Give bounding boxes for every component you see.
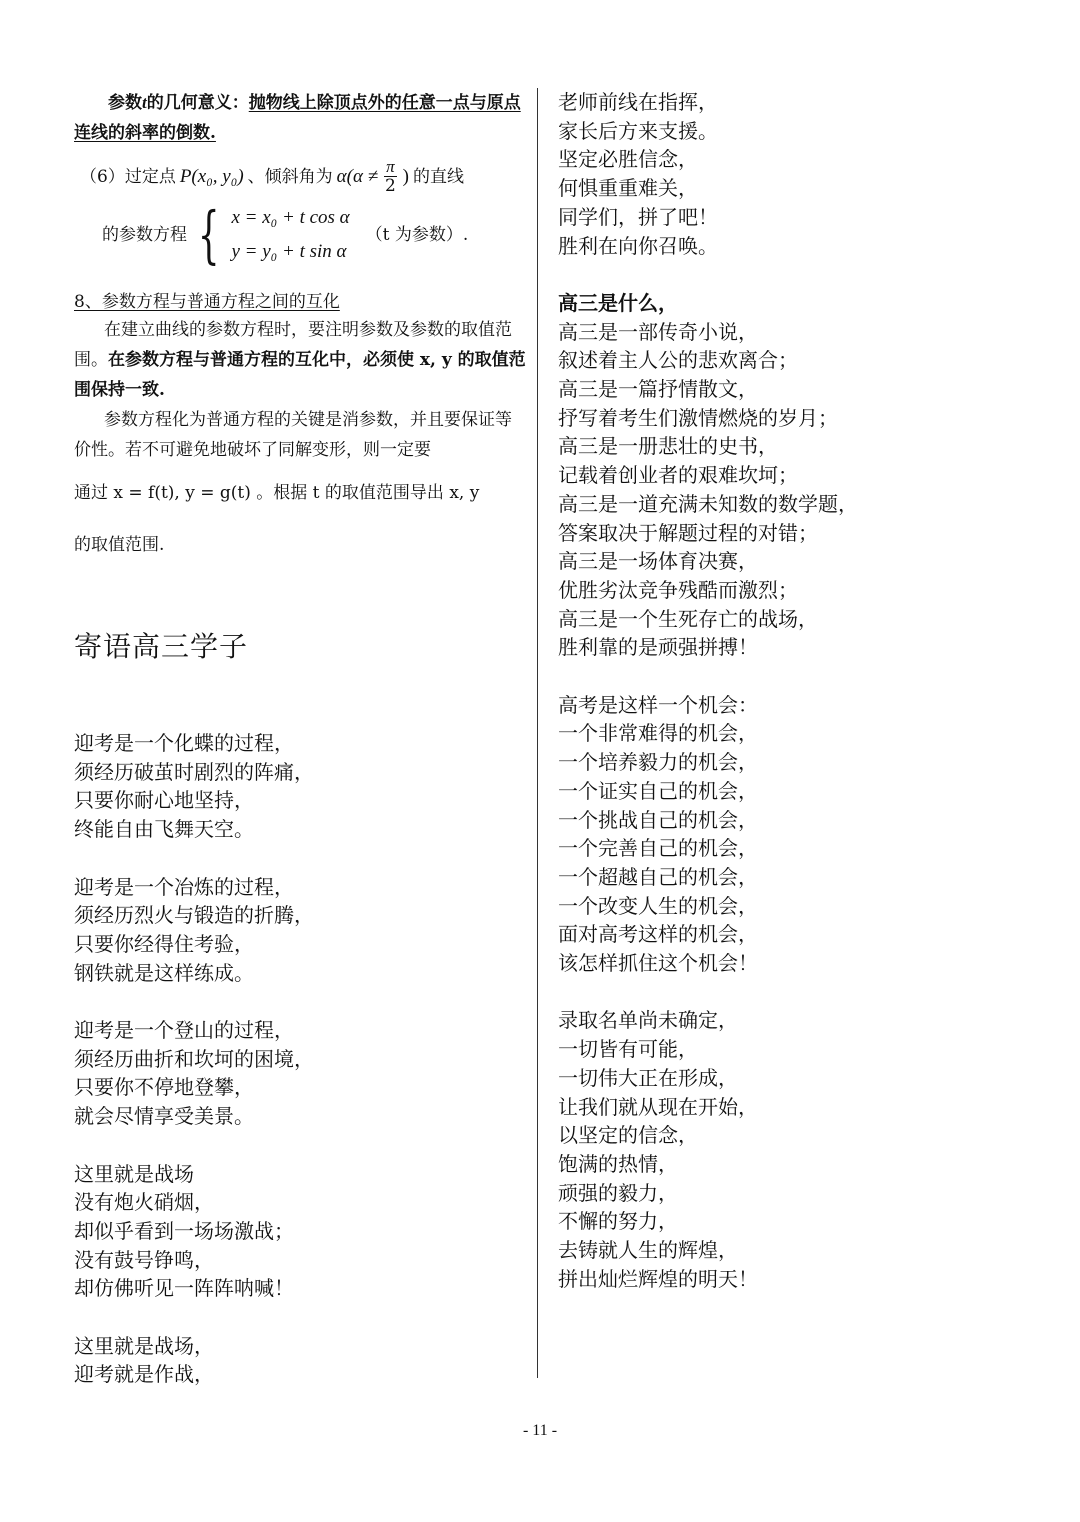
poem-line: 顽强的毅力， <box>558 1180 678 1205</box>
poem-line: 这里就是战场， <box>74 1333 214 1358</box>
poem-line: 这里就是战场 <box>74 1161 194 1186</box>
item6-mid: 、倾斜角为 <box>247 166 333 187</box>
poem-stanza <box>74 1332 526 1389</box>
poem-line: 让我们就从现在开始， <box>558 1094 758 1119</box>
poem-line: 迎考是一个登山的过程， <box>74 1018 294 1042</box>
poem-stanza <box>74 1160 526 1304</box>
section-8-title: 8、参数方程与普通方程之间的互化 <box>74 292 340 312</box>
poem-stanza <box>74 729 526 844</box>
poem-line: 一切伟大正在形成， <box>558 1065 738 1090</box>
poem-line: 以坚定的信念， <box>558 1123 698 1148</box>
poem-line: 一个培养毅力的机会， <box>558 750 758 775</box>
poem-line: 去铸就人生的辉煌， <box>558 1238 738 1263</box>
poem-line: 一个超越自己的机会， <box>558 864 758 889</box>
item-6 <box>74 158 526 195</box>
point-formula: P(x₀, y₀) <box>179 165 244 187</box>
right-stanza-1 <box>558 88 1058 260</box>
poem-line: 录取名单尚未确定， <box>558 1008 738 1033</box>
poem-line: 迎考是一个冶炼的过程， <box>74 874 294 899</box>
poem-line: 拼出灿烂辉煌的明天！ <box>558 1266 758 1291</box>
pi-over-2-fraction <box>384 158 397 195</box>
poem-line: 高三是一个生死存亡的战场， <box>558 606 818 631</box>
right-column <box>558 88 1058 1322</box>
section-8-paragraph-2: 参数方程化为普通方程的关键是消参数，并且要保证等价性。若不可避免地破坏了同解变形，则一定要 <box>74 410 512 460</box>
poem-line: 就会尽情享受美景。 <box>74 1104 254 1129</box>
equation-y: y = y₀ + t sin α <box>231 241 347 262</box>
poem-line: 只要你经得住考验， <box>74 931 254 956</box>
right-stanza-2 <box>558 289 1058 662</box>
poem-line: 高三是一道充满未知数的数学题， <box>558 491 858 516</box>
poem-line: 优胜劣汰竞争残酷而激烈； <box>558 577 798 602</box>
poem-stanza <box>74 873 526 988</box>
poem-line: 高三是一场体育决赛， <box>558 549 758 574</box>
poem-line: 钢铁就是这样练成。 <box>74 960 254 985</box>
left-brace: { <box>197 198 220 271</box>
stanza-title: 高三是什么， <box>558 290 678 315</box>
t-meaning-text: 抛物线上除顶点外的任意一点与原点连线的斜率的倒数. <box>74 93 521 143</box>
poem-line: 迎考是一个化蝶的过程， <box>74 731 294 755</box>
poem-line: 何惧重重难关， <box>558 176 698 201</box>
poem-line: 只要你耐心地坚持， <box>74 788 254 813</box>
poem-line: 坚定必胜信念， <box>558 147 698 172</box>
poem-left-stanzas <box>74 729 526 1389</box>
poem-line: 一个证实自己的机会， <box>558 778 758 803</box>
poem-line: 胜利靠的是顽强拼搏！ <box>558 635 758 660</box>
poem-line: 记载着创业者的艰难坎坷； <box>558 463 798 488</box>
poem-line: 高考是这样一个机会： <box>558 692 758 717</box>
poem-line: 饱满的热情， <box>558 1151 678 1176</box>
poem-line: 一个非常难得的机会， <box>558 721 758 746</box>
poem-line: 高三是一篇抒情散文， <box>558 377 758 402</box>
poem-line: 面对高考这样的机会， <box>558 922 758 947</box>
parametric-equations <box>102 198 526 271</box>
poem-title: 寄语高三学子 <box>74 630 249 663</box>
alpha-formula: α(α ≠ <box>336 165 379 187</box>
section-8-paragraph-1: 在建立曲线的参数方程时，要注明参数及参数的取值范围。在参数方程与普通方程的互化中，必须使 x, y 的取值范围保持一致. <box>74 320 526 400</box>
equation-x: x = x₀ + t cos α <box>231 207 350 228</box>
left-column <box>74 88 526 1418</box>
param-label: 的参数方程 <box>102 225 187 245</box>
poem-line: 答案取决于解题过程的对错； <box>558 520 818 545</box>
t-meaning-label: 参数t的几何意义： <box>108 93 249 113</box>
t-meaning-paragraph <box>74 88 526 148</box>
poem-line: 叙述着主人公的悲欢离合； <box>558 348 798 373</box>
poem-line: 同学们，拼了吧！ <box>558 204 718 229</box>
right-stanza-4 <box>558 1006 1058 1293</box>
section-8-paragraph-4: 的取值范围. <box>74 535 165 555</box>
poem-line: 高三是一册悲壮的史书， <box>558 434 778 459</box>
poem-line: 没有鼓号铮鸣， <box>74 1247 214 1272</box>
right-stanza-3 <box>558 691 1058 978</box>
poem-line: 却仿佛听见一阵阵呐喊！ <box>74 1276 294 1301</box>
poem-line: 高三是一部传奇小说， <box>558 319 758 344</box>
page-number: - 11 - <box>522 1422 558 1439</box>
poem-line: 迎考就是作战， <box>74 1362 214 1387</box>
poem-line: 一个完善自己的机会， <box>558 836 758 861</box>
close-paren: ) <box>402 165 409 187</box>
poem-line: 须经历烈火与锻造的折腾， <box>74 903 314 928</box>
poem-line: 须经历曲折和坎坷的困境， <box>74 1046 314 1071</box>
poem-stanza <box>74 1016 526 1131</box>
equation-system <box>231 201 349 269</box>
poem-line: 老师前线在指挥， <box>558 90 718 114</box>
poem-line: 一切皆有可能， <box>558 1037 698 1062</box>
poem-line: 胜利在向你召唤。 <box>558 233 718 258</box>
param-note: （t 为参数）. <box>365 225 469 245</box>
poem-line: 该怎样抓住这个机会！ <box>558 951 758 976</box>
poem-line: 须经历破茧时剧烈的阵痛， <box>74 759 314 784</box>
poem-line: 终能自由飞舞天空。 <box>74 817 254 842</box>
poem-line: 一个改变人生的机会， <box>558 893 758 918</box>
poem-line: 却似乎看到一场场激战； <box>74 1218 294 1243</box>
fraction-denominator: 2 <box>384 176 396 196</box>
poem-line: 一个挑战自己的机会， <box>558 807 758 832</box>
poem-line: 只要你不停地登攀， <box>74 1075 254 1100</box>
fraction-numerator: π <box>386 157 395 176</box>
item6-suffix: 的直线 <box>412 166 464 187</box>
column-divider <box>537 88 538 1378</box>
item6-prefix: （6）过定点 <box>80 166 176 187</box>
poem-line: 抒写着考生们激情燃烧的岁月； <box>558 405 838 430</box>
poem-line: 不懈的努力， <box>558 1209 678 1234</box>
poem-line: 家长后方来支援。 <box>558 118 718 143</box>
poem-line: 没有炮火硝烟， <box>74 1190 214 1215</box>
section-8-paragraph-3: 通过 x = f(t), y = g(t) 。根据 t 的取值范围导出 x, y <box>74 483 480 503</box>
